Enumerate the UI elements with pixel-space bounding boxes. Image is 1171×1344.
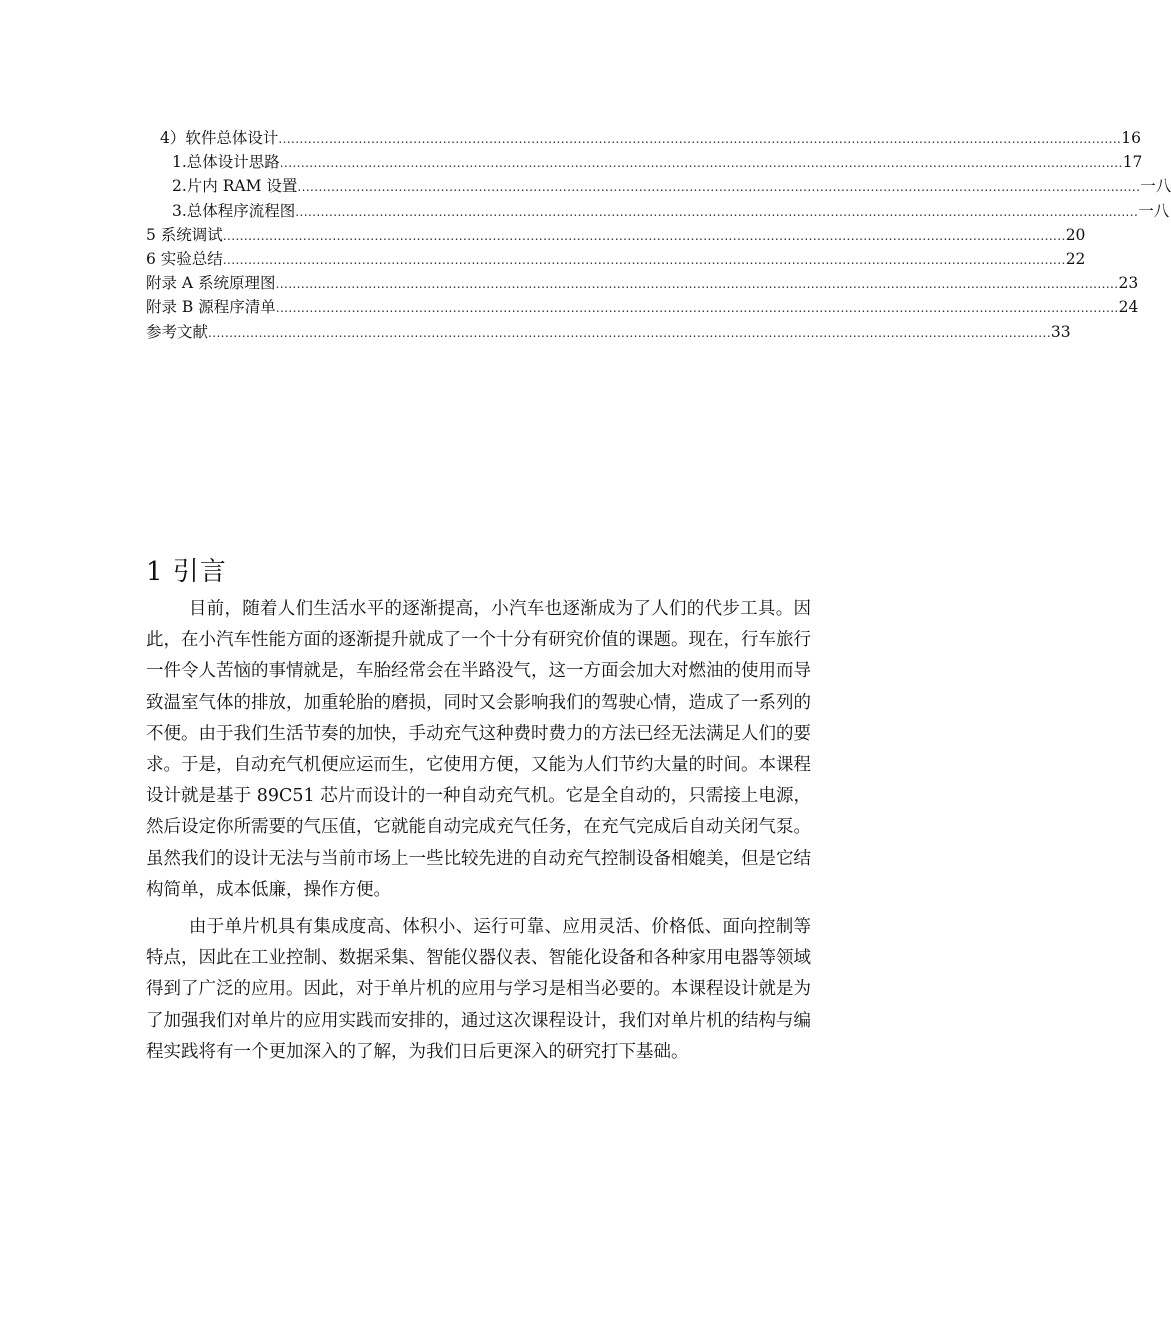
paragraph: 目前，随着人们生活水平的逐渐提高，小汽车也逐渐成为了人们的代步工具。因此，在小汽车性能方面的逐渐提升就成了一个十分有研究价值的课题。现在，行车旅行一件令人苦恼的事情就是，车胎经常会在半路没气，这一方面会加大对燃油的使用而导致温室气体的排放，加重轮胎的磨损，同时又会影响我们的驾驶心情，造成了一系列的不便。由于我们生活节奏的加快，手动充气这种费时费力的方法已经无法满足人们的要求。于是，自动充气机便应运而生，它使用方便，又能为人们节约大量的时间。本课程设计就是基于 89C51 芯片而设计的一种自动充气机。它是全自动的，只需接上电源，然后设定你所需要的气压值，它就能自动完成充气任务，在充气完成后自动关闭气泵。虽然我们的设计无法与当前市场上一些比较先进的自动充气控制设备相媲美，但是它结构简单，成本低廉，操作方便。: [146, 599, 811, 900]
paragraph: 由于单片机具有集成度高、体积小、运行可靠、应用灵活、价格低、面向控制等特点，因此在工业控制、数据采集、智能仪器仪表、智能化设备和各种家用电器等领域得到了广泛的应用。因此，对于单片机的应用与学习是相当必要的。本课程设计就是为了加强我们对单片的应用实践而安排的，通过这次课程设计，我们对单片机的结构与编程实践将有一个更加深入的了解，为我们日后更深入的研究打下基础。: [146, 917, 811, 1062]
toc-entry[interactable]: [146, 223, 1086, 247]
toc-entry-title: 1.总体设计思路: [172, 153, 280, 172]
toc-leader-dots: ........................................................................................................................................................................................................: [222, 252, 1066, 267]
toc-entry-page: 22: [1065, 249, 1086, 268]
toc-leader-dots: ........................................................................................................................................................................................................: [208, 325, 1051, 340]
toc-entry-page: 24: [1118, 298, 1139, 317]
toc-entry-page: 一八: [1140, 177, 1171, 196]
toc-leader-dots: ........................................................................................................................................................................................................: [222, 228, 1066, 243]
section-body: [146, 594, 811, 1074]
toc-entry-page: 17: [1122, 153, 1143, 172]
toc-leader-dots: ........................................................................................................................................................................................................: [275, 301, 1119, 316]
toc-entry-title: 6 实验总结: [146, 249, 223, 268]
toc-entry[interactable]: [146, 199, 1170, 223]
toc-entry-title: 附录 B 源程序清单: [146, 298, 276, 317]
toc-entry-page: 20: [1065, 225, 1086, 244]
toc-entry-title: 5 系统调试: [146, 225, 223, 244]
toc-entry-title: 2.片内 RAM 设置: [172, 177, 298, 196]
toc-entry[interactable]: [146, 320, 1071, 344]
toc-entry[interactable]: [146, 150, 1143, 174]
toc-entry-page: 16: [1121, 129, 1141, 147]
toc-entry[interactable]: [146, 247, 1086, 271]
toc-leader-dots: ........................................................................................................................................................................................................: [278, 132, 1122, 146]
toc-entry-page: 23: [1118, 274, 1139, 293]
toc-entry[interactable]: [146, 295, 1139, 319]
toc-entry[interactable]: [146, 126, 1141, 150]
toc-entry-page: 33: [1050, 322, 1071, 341]
toc-leader-dots: ........................................................................................................................................................................................................: [297, 180, 1141, 195]
toc-entry-title: 3.总体程序流程图: [172, 201, 296, 220]
toc-entry-title: 4）软件总体设计: [160, 129, 279, 147]
toc-entry[interactable]: [146, 174, 1171, 198]
toc-leader-dots: ........................................................................................................................................................................................................: [279, 156, 1123, 171]
toc-leader-dots: ........................................................................................................................................................................................................: [295, 204, 1139, 219]
table-of-contents: [146, 126, 1171, 344]
toc-leader-dots: ........................................................................................................................................................................................................: [275, 277, 1119, 292]
toc-entry-page: 一八: [1138, 201, 1170, 220]
section-heading: 1 引言: [146, 557, 227, 587]
toc-entry-title: 参考文献: [146, 322, 209, 341]
toc-entry-title: 附录 A 系统原理图: [146, 274, 276, 293]
toc-entry[interactable]: [146, 271, 1139, 295]
